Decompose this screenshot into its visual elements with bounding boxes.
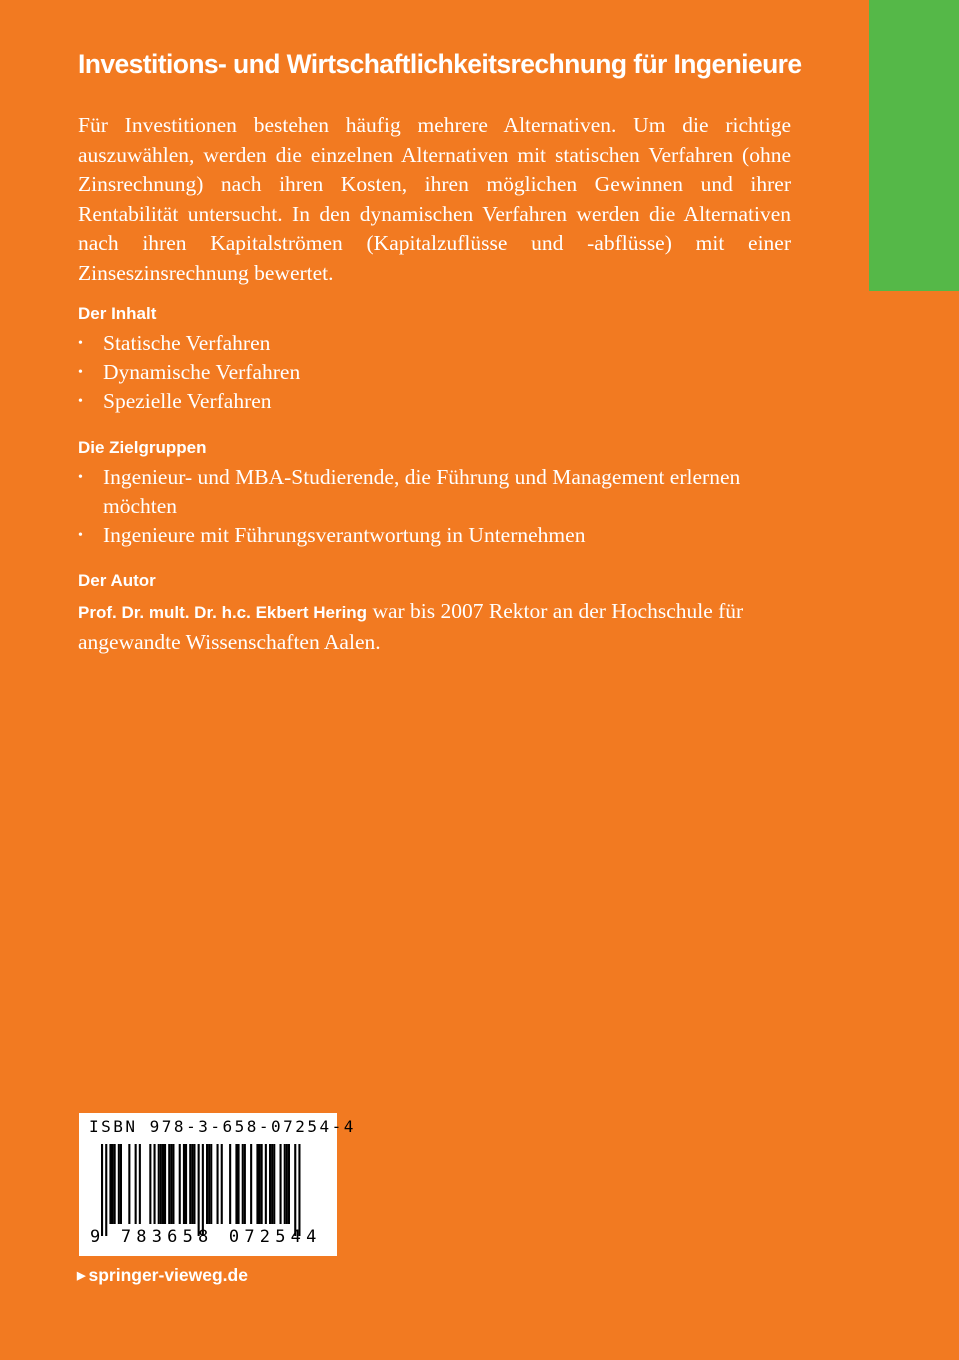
barcode-bar	[238, 1144, 240, 1224]
author-bio-text: war bis 2007 Rektor an der Hochschule für angewandte Wissenschaften Aalen.	[78, 599, 744, 654]
barcode-bar	[164, 1144, 166, 1224]
author-bio	[78, 597, 798, 657]
intro-paragraph: Für Investitionen bestehen häufig mehrere Alternativen. Um die richtige auszuwählen, werden die einzelnen Alternativen mit statischen Verfahren (ohne Zinsrechnung) nach ihren Kosten, ihren möglichen Gewinnen und ihrer Rentabilität untersucht. In den dynamischen Verfahren werden die Alternativen nach ihren Kapitalströmen (Kapitalzuflüsse und -abflüsse) mit einer Zinseszinsrechnung bewertet.	[78, 113, 791, 285]
barcode-bar	[259, 1144, 261, 1224]
barcode-bar	[235, 1144, 237, 1224]
barcode-bar	[271, 1144, 273, 1224]
barcode-bar	[210, 1144, 212, 1224]
list-item: • Statische Verfahren	[78, 329, 798, 358]
barcode-bar	[256, 1144, 258, 1224]
barcode-bar	[217, 1144, 219, 1224]
barcode-bar	[160, 1144, 162, 1224]
audience-list	[78, 463, 798, 550]
ean-digits: 9 783658 072544	[90, 1227, 322, 1247]
author-name: Prof. Dr. mult. Dr. h.c. Ekbert Hering	[78, 603, 368, 622]
bullet-icon: •	[78, 365, 83, 380]
barcode-bar	[120, 1144, 122, 1224]
audience-heading: Die Zielgruppen	[78, 438, 207, 457]
barcode-bar	[261, 1144, 263, 1224]
barcode-bar	[183, 1144, 185, 1224]
barcode-bar	[101, 1144, 103, 1236]
barcode-bar	[206, 1144, 208, 1224]
barcode-bar	[114, 1144, 116, 1224]
isbn-barcode	[79, 1113, 356, 1256]
book-title: Investitions- und Wirtschaftlichkeitsrechnung für Ingenieure	[78, 49, 802, 79]
barcode-bar	[280, 1144, 282, 1224]
barcode-bar	[265, 1144, 267, 1224]
barcode-bar	[139, 1144, 141, 1224]
barcode-bar	[221, 1144, 223, 1224]
barcode-bar	[149, 1144, 151, 1224]
author-heading: Der Autor	[78, 571, 156, 590]
list-item: • Dynamische Verfahren	[78, 358, 798, 387]
bullet-icon: •	[78, 528, 83, 543]
barcode-bar	[158, 1144, 160, 1224]
barcode-bar	[229, 1144, 231, 1224]
barcode-bar	[250, 1144, 252, 1224]
barcode-bar	[154, 1144, 156, 1224]
barcode-bar	[202, 1144, 204, 1236]
barcode-bar	[244, 1144, 246, 1224]
barcode-bar	[191, 1144, 193, 1224]
barcode-bar	[172, 1144, 174, 1224]
contents-heading: Der Inhalt	[78, 304, 157, 323]
isbn-label: ISBN 978-3-658-07254-4	[89, 1117, 356, 1136]
accent-tab	[869, 0, 959, 291]
barcode-bar	[185, 1144, 187, 1224]
barcode-bar	[168, 1144, 170, 1224]
barcode-bar	[286, 1144, 288, 1224]
barcode-bar	[242, 1144, 244, 1224]
barcode-bar	[294, 1144, 296, 1236]
barcode-bar	[269, 1144, 271, 1224]
barcode-bar	[189, 1144, 191, 1224]
list-item: • Spezielle Verfahren	[78, 387, 798, 416]
barcode-bar	[118, 1144, 120, 1224]
bullet-icon: •	[78, 336, 83, 351]
publisher-link[interactable]: ▶ springer-vieweg.de	[77, 1265, 248, 1285]
barcode-bar	[112, 1144, 114, 1224]
barcode-bar	[135, 1144, 137, 1224]
barcode-bar	[162, 1144, 164, 1224]
barcode-bar	[273, 1144, 275, 1224]
bullet-icon: •	[78, 470, 83, 485]
arrow-right-icon: ▶	[77, 1270, 86, 1282]
barcode-bar	[109, 1144, 111, 1224]
barcode-bar	[288, 1144, 290, 1224]
barcode-icon	[101, 1144, 316, 1236]
bullet-icon: •	[78, 394, 83, 409]
barcode-bar	[208, 1144, 210, 1224]
barcode-bar	[128, 1144, 130, 1224]
barcode-bar	[198, 1144, 200, 1236]
list-item: • Ingenieure mit Führungsverantwortung in Unternehmen	[78, 521, 798, 550]
list-item: • Ingenieur- und MBA-Studierende, die Führung und Management erlernen möchten	[78, 465, 741, 518]
barcode-bar	[179, 1144, 181, 1224]
contents-list	[78, 329, 798, 416]
barcode-bar	[193, 1144, 195, 1224]
barcode-bar	[170, 1144, 172, 1224]
barcode-bar	[105, 1144, 107, 1236]
barcode-bar	[298, 1144, 300, 1236]
barcode-bar	[284, 1144, 286, 1224]
